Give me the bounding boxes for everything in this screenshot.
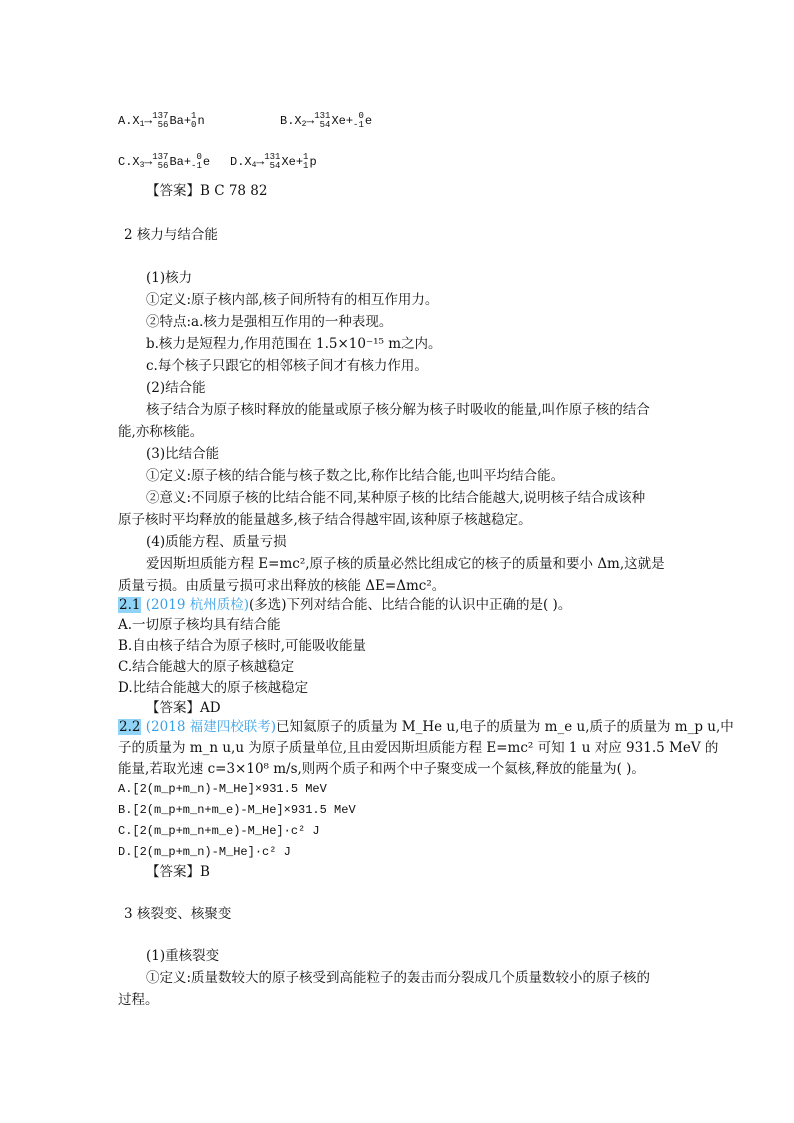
- question-2-2-stem-1: 2.2 (2018 福建四校联考)已知氦原子的质量为 M_He u,电子的质量为 m_e u,质子的质量为 m_p u,中: [119, 719, 734, 735]
- question-2-2-stem-3: 能量,若取光速 c=3×10⁸ m/s,则两个质子和两个中子聚变成一个氦核,释放的能量为( )。: [118, 761, 645, 777]
- q21-option-c: C.结合能越大的原子核越稳定: [118, 659, 295, 675]
- question-2-1-stem: 2.1 (2019 杭州质检)(多选)下列对结合能、比结合能的认识中正确的是( )。: [119, 597, 572, 613]
- s2-para-1: ①定义:原子核内部,核子间所特有的相互作用力。: [146, 292, 439, 308]
- option-a: $A.X_1\to$ 137 56 Ba+ 1 0 n: [118, 111, 205, 130]
- s2-heading-2: (2)结合能: [146, 380, 206, 396]
- s3-heading-1: (1)重核裂变: [146, 948, 220, 964]
- q22-answer: 【答案】B: [146, 864, 210, 880]
- s2-para-3: b.核力是短程力,作用范围在 1.5×10⁻¹⁵ m之内。: [146, 336, 442, 352]
- s2-para-5a: 核子结合为原子核时释放的能量或原子核分解为核子时吸收的能量,叫作原子核的结合: [146, 402, 650, 418]
- answer-1: 【答案】B C 78 82: [146, 183, 268, 199]
- q21-option-d: D.比结合能越大的原子核越稳定: [118, 680, 309, 696]
- q22-option-b: B.[2(m_p+m_n+m_e)-M_He]×931.5 MeV: [118, 803, 356, 817]
- question-number: 2.1: [119, 597, 141, 613]
- option-b: $B.X_2\to$ 131 54 Xe+ 0 -1 e: [280, 111, 373, 130]
- q21-answer: 【答案】AD: [146, 700, 221, 716]
- section-3-title: 3 核裂变、核聚变: [124, 906, 232, 922]
- question-source: (2018 福建四校联考): [145, 719, 276, 735]
- s2-para-6: ①定义:原子核的结合能与核子数之比,称作比结合能,也叫平均结合能。: [146, 468, 565, 484]
- s2-para-7a: ②意义:不同原子核的比结合能不同,某种原子核的比结合能越大,说明核子结合成该种: [146, 490, 646, 506]
- s2-para-7b: 原子核时平均释放的能量越多,核子结合得越牢固,该种原子核越稳定。: [118, 512, 532, 528]
- s3-para-1a: ①定义:质量数较大的原子核受到高能粒子的轰击而分裂成几个质量数较小的原子核的: [146, 970, 651, 986]
- q22-option-a: A.[2(m_p+m_n)-M_He]×931.5 MeV: [118, 782, 327, 796]
- question-2-2-stem-2: 子的质量为 m_n u,u 为原子质量单位,且由爱因斯坦质能方程 E=mc² 可知 1 u 对应 931.5 MeV 的: [118, 740, 719, 756]
- q22-option-d: D.[2(m_p+m_n)-M_He]·c² J: [118, 845, 291, 859]
- q21-option-a: A.一切原子核均具有结合能: [118, 617, 281, 633]
- s2-heading-3: (3)比结合能: [146, 446, 220, 462]
- question-source: (2019 杭州质检): [145, 597, 249, 613]
- option-d: $D.X_4\to$ 131 54 Xe+ 1 1 p: [230, 152, 317, 171]
- s3-para-1b: 过程。: [118, 992, 159, 1008]
- q22-option-c: C.[2(m_p+m_n+m_e)-M_He]·c² J: [118, 824, 320, 838]
- s2-para-2: ②特点:a.核力是强相互作用的一种表现。: [146, 314, 393, 330]
- section-2-title: 2 核力与结合能: [124, 227, 218, 243]
- s2-heading-4: (4)质能方程、质量亏损: [146, 534, 287, 550]
- s2-para-5b: 能,亦称核能。: [118, 424, 204, 440]
- question-number: 2.2: [119, 719, 141, 735]
- s2-para-8b: 质量亏损。由质量亏损可求出释放的核能 ΔE=Δmc²。: [118, 578, 446, 594]
- s2-heading-1: (1)核力: [146, 270, 193, 286]
- s2-para-4: c.每个核子只跟它的相邻核子间才有核力作用。: [146, 358, 428, 374]
- option-c: $C.X_3\to$ 137 56 Ba+ 0 -1 e: [118, 152, 211, 171]
- s2-para-8a: 爱因斯坦质能方程 E=mc²,原子核的质量必然比组成它的核子的质量和要小 Δm,这就是: [146, 556, 665, 572]
- q21-option-b: B.自由核子结合为原子核时,可能吸收能量: [118, 638, 367, 654]
